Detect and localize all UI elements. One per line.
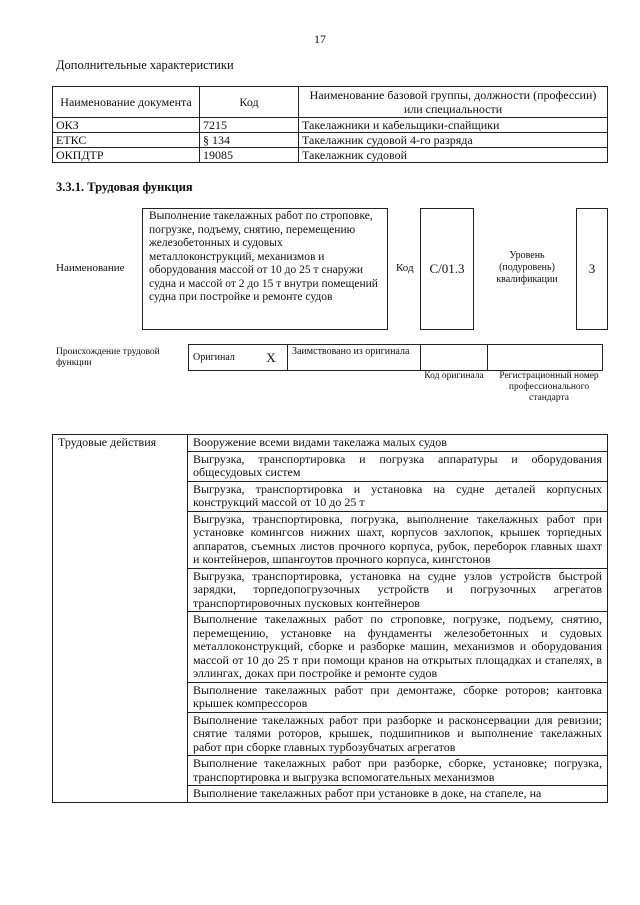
- labor-action-item: Выполнение такелажных работ по строповке, погрузке, подъему, снятию, перемещению, установке на фундаменты железобетонных и судовых металлоконструкций, сборке и разборке машин, механизмов и оборудования массой от 10 до 25 т при помощи кранов на открытых площадках и стапелях, в эллингах, доках при постройке и ремонте судов: [188, 612, 608, 683]
- code-original-label: Код оригинала: [424, 371, 484, 381]
- table-row: [53, 435, 608, 452]
- cell-code: 7215: [200, 118, 299, 133]
- labor-action-item: Выполнение такелажных работ при разборке, сборке, установке; погрузка, транспортировка и выгрузка вспомогательных механизмов: [188, 756, 608, 786]
- function-code-label: Код: [396, 262, 414, 274]
- header-code: Код: [200, 87, 299, 118]
- header-group-name: Наименование базовой группы, должности (профессии) или специальности: [299, 87, 608, 118]
- page-number: 17: [314, 32, 326, 46]
- labor-action-item: Выгрузка, транспортировка, установка на судне узлов устройств быстрой зарядки, торпедопогрузочных устройств и погрузочных агрегатов транспортировочных пусковых контейнеров: [188, 568, 608, 612]
- labor-action-item: Выполнение такелажных работ при разборке и расконсервации для ревизии; снятие талями роторов, крышек, подшипников и выполнение такелажных работ при сборке главных турбозубчатых агрегатов: [188, 712, 608, 756]
- cell-group: Такелажники и кабельщики-спайщики: [299, 118, 608, 133]
- function-title: 3.3.1. Трудовая функция: [56, 180, 193, 194]
- characteristics-table: [52, 86, 608, 163]
- labor-action-item: Выгрузка, транспортировка, погрузка, выполнение такелажных работ при установке комингсов нижних шахт, корпусов захлопок, крышек торпедных аппаратов, съемных листов прочного корпуса, рубок, переборок главных шахт и контейнеров, шпангоутов прочного корпуса, кингстонов: [188, 511, 608, 568]
- labor-action-item: Выполнение такелажных работ при демонтаже, сборке роторов; кантовка крышек компрессоров: [188, 682, 608, 712]
- table-header-row: [53, 87, 608, 118]
- original-mark: X: [255, 345, 288, 371]
- origin-table: [188, 344, 603, 371]
- borrowed-label: Заимствовано из оригинала: [288, 345, 421, 371]
- table-row: [53, 148, 608, 163]
- qualification-level: 3: [576, 208, 608, 330]
- cell-doc: ЕТКС: [53, 133, 200, 148]
- labor-action-item: Выгрузка, транспортировка и установка на судне деталей корпусных конструкций массой от 10 до 25 т: [188, 481, 608, 511]
- function-name-label: Наименование: [56, 262, 125, 274]
- labor-actions-table: [52, 434, 608, 803]
- code-original-cell: [421, 345, 488, 371]
- labor-action-item: Вооружение всеми видами такелажа малых судов: [188, 435, 608, 452]
- cell-code: 19085: [200, 148, 299, 163]
- original-label: Оригинал: [189, 345, 256, 371]
- function-code: C/01.3: [420, 208, 474, 330]
- cell-doc: ОКЗ: [53, 118, 200, 133]
- function-name: Выполнение такелажных работ по строповке, погрузке, подъему, снятию, перемещению железобетонных и судовых металлоконструкций, механизмов и оборудования массой от 10 до 25 т снаружи судна и массой от 2 до 15 т внутри помещений судна при постройке и ремонте судов: [142, 208, 388, 330]
- header-doc-name: Наименование документа: [53, 87, 200, 118]
- section-title: Дополнительные характеристики: [56, 58, 234, 72]
- reg-number-cell: [488, 345, 603, 371]
- origin-label: Происхождение трудовой функции: [56, 347, 160, 368]
- labor-action-item: Выполнение такелажных работ при установке в доке, на стапеле, на: [188, 786, 608, 803]
- table-row: [53, 118, 608, 133]
- qualification-level-label: Уровень (подуровень) квалификации: [496, 250, 558, 285]
- cell-group: Такелажник судовой: [299, 148, 608, 163]
- reg-number-label: Регистрационный номер профессионального стандарта: [499, 371, 599, 403]
- cell-doc: ОКПДТР: [53, 148, 200, 163]
- labor-actions-label: Трудовые действия: [53, 435, 188, 803]
- cell-code: § 134: [200, 133, 299, 148]
- labor-action-item: Выгрузка, транспортировка и погрузка аппаратуры и оборудования общесудовых систем: [188, 451, 608, 481]
- table-row: [53, 133, 608, 148]
- cell-group: Такелажник судовой 4-го разряда: [299, 133, 608, 148]
